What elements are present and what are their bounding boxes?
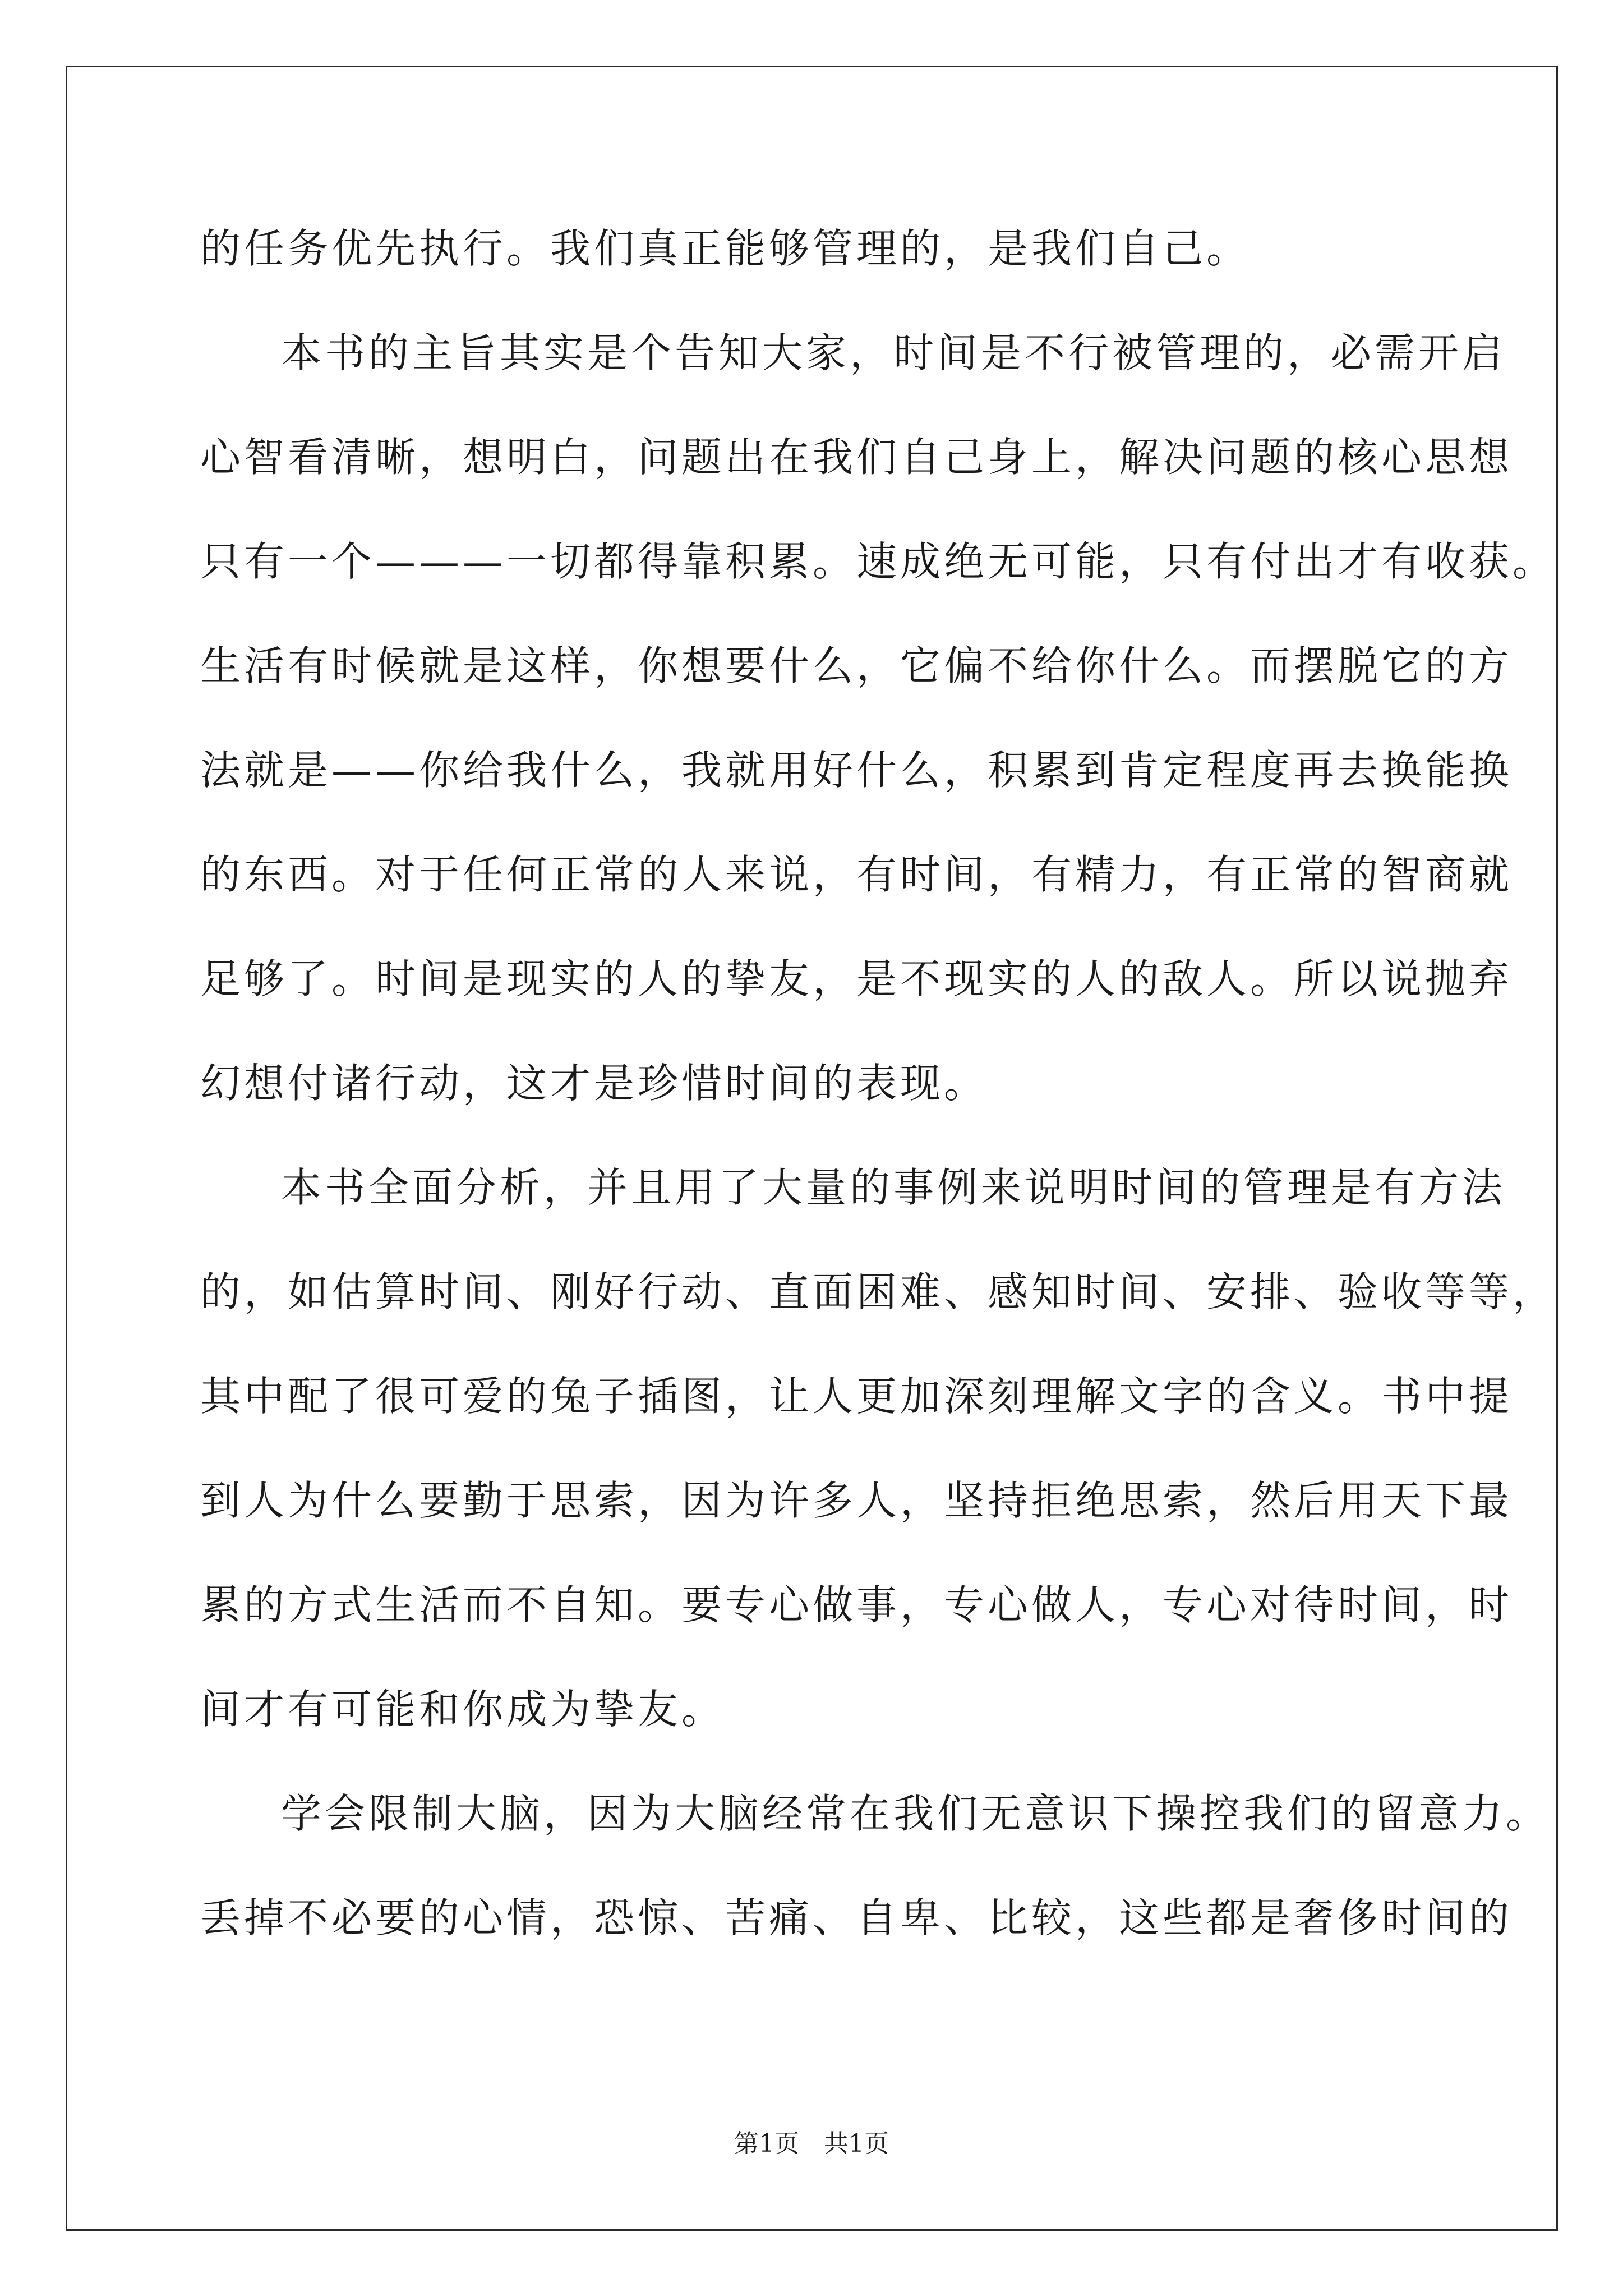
text-line-7: 的东西。对于任何正常的人来说，有时间，有精力，有正常的智商就 (200, 851, 1513, 898)
text-line-13: 到人为什么要勤于思索，因为许多人，坚持拒绝思索，然后用天下最 (200, 1477, 1513, 1524)
page-footer: 第1页 共1页 (734, 2129, 889, 2158)
text-line-16: 学会限制大脑，因为大脑经常在我们无意识下操控我们的留意力。 (281, 1790, 1550, 1837)
text-line-8: 足够了。时间是现实的人的挚友，是不现实的人的敌人。所以说抛弃 (200, 955, 1513, 1002)
text-line-3: 心智看清晰，想明白，问题出在我们自己身上，解决问题的核心思想 (200, 434, 1513, 481)
text-line-17: 丢掉不必要的心情，恐惊、苦痛、自卑、比较，这些都是奢侈时间的 (200, 1894, 1513, 1941)
text-line-2: 本书的主旨其实是个告知大家，时间是不行被管理的，必需开启 (281, 329, 1506, 376)
text-line-11: 的，如估算时间、刚好行动、直面困难、感知时间、安排、验收等等， (200, 1268, 1557, 1315)
text-line-9: 幻想付诸行动，这才是珍惜时间的表现。 (200, 1060, 988, 1107)
document-body (200, 196, 1557, 1970)
text-line-6: 法就是——你给我什么，我就用好什么，积累到肯定程度再去换能换 (200, 747, 1513, 794)
text-line-5: 生活有时候就是这样，你想要什么，它偏不给你什么。而摆脱它的方 (200, 642, 1513, 689)
text-line-15: 间才有可能和你成为挚友。 (200, 1686, 726, 1733)
text-line-14: 累的方式生活而不自知。要专心做事，专心做人，专心对待时间，时 (200, 1581, 1513, 1628)
text-line-4: 只有一个———一切都得靠积累。速成绝无可能，只有付出才有收获。 (200, 538, 1557, 585)
text-line-10: 本书全面分析，并且用了大量的事例来说明时间的管理是有方法 (281, 1164, 1506, 1211)
text-line-1: 的任务优先执行。我们真正能够管理的，是我们自己。 (200, 225, 1251, 272)
text-line-12: 其中配了很可爱的兔子插图，让人更加深刻理解文字的含义。书中提 (200, 1373, 1513, 1420)
